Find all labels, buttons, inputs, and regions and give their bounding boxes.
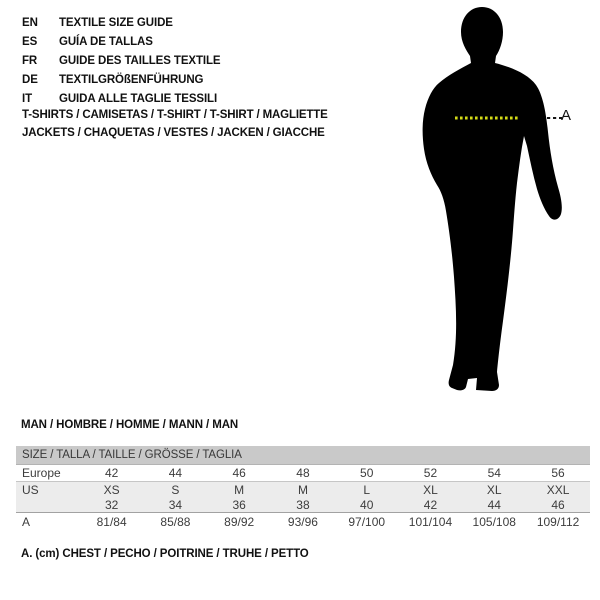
- category-line-tshirts: T-SHIRTS / CAMISETAS / T-SHIRT / T-SHIRT / MAGLIETTE: [22, 109, 328, 121]
- cell: 54: [462, 465, 526, 482]
- measure-label-a: A: [561, 107, 572, 124]
- section-title-man: MAN / HOMBRE / HOMME / MANN / MAN: [21, 419, 239, 431]
- cell: M: [271, 482, 335, 498]
- size-table-header: SIZE / TALLA / TAILLE / GRÖSSE / TAGLIA: [16, 446, 590, 465]
- cell: 97/100: [335, 513, 399, 531]
- language-row: [22, 70, 221, 89]
- cell: S: [144, 482, 208, 498]
- language-code: ES: [22, 35, 38, 48]
- cell: 34: [144, 497, 208, 513]
- language-label: GUIDE DES TAILLES TEXTILE: [59, 54, 221, 67]
- size-table-header-row: [16, 446, 590, 465]
- man-silhouette-shape: [423, 7, 562, 391]
- cell: 89/92: [207, 513, 271, 531]
- cell: XS: [80, 482, 144, 498]
- cell: 101/104: [399, 513, 463, 531]
- cell: 32: [80, 497, 144, 513]
- category-line-jackets: JACKETS / CHAQUETAS / VESTES / JACKEN / GIACCHE: [22, 127, 325, 139]
- cell: 56: [526, 465, 590, 482]
- language-code: FR: [22, 54, 38, 67]
- cell: 42: [80, 465, 144, 482]
- row-label: [16, 497, 80, 513]
- cell: 50: [335, 465, 399, 482]
- cell: XL: [462, 482, 526, 498]
- table-row-us: [16, 482, 590, 498]
- language-list: [22, 13, 221, 108]
- size-table: [16, 446, 590, 530]
- cell: 44: [462, 497, 526, 513]
- cell: 81/84: [80, 513, 144, 531]
- man-silhouette-figure: [408, 5, 578, 397]
- cell: M: [207, 482, 271, 498]
- language-row: [22, 13, 221, 32]
- cell: 46: [207, 465, 271, 482]
- cell: 42: [399, 497, 463, 513]
- cell: XXL: [526, 482, 590, 498]
- cell: L: [335, 482, 399, 498]
- row-label: US: [16, 482, 80, 498]
- table-row-chest-cm: [16, 513, 590, 531]
- language-code: IT: [22, 92, 33, 105]
- cell: 93/96: [271, 513, 335, 531]
- table-row-europe: [16, 465, 590, 482]
- cell: 85/88: [144, 513, 208, 531]
- language-code: EN: [22, 16, 38, 29]
- cell: 105/108: [462, 513, 526, 531]
- cell: 44: [144, 465, 208, 482]
- cell: 46: [526, 497, 590, 513]
- cell: 40: [335, 497, 399, 513]
- language-label: TEXTILE SIZE GUIDE: [59, 16, 173, 29]
- language-label: GUIDA ALLE TAGLIE TESSILI: [59, 92, 218, 105]
- garment-categories: [22, 106, 328, 142]
- row-label: A: [16, 513, 80, 531]
- cell: 36: [207, 497, 271, 513]
- measurement-footnote: A. (cm) CHEST / PECHO / POITRINE / TRUHE / PETTO: [21, 548, 309, 560]
- row-label: Europe: [16, 465, 80, 482]
- language-row: [22, 32, 221, 51]
- language-row: [22, 51, 221, 70]
- cell: 48: [271, 465, 335, 482]
- language-label: GUÍA DE TALLAS: [59, 35, 153, 48]
- table-row-us-numeric: [16, 497, 590, 513]
- language-label: TEXTILGRÖßENFÜHRUNG: [59, 73, 204, 86]
- cell: 38: [271, 497, 335, 513]
- language-code: DE: [22, 73, 38, 86]
- cell: 109/112: [526, 513, 590, 531]
- cell: 52: [399, 465, 463, 482]
- cell: XL: [399, 482, 463, 498]
